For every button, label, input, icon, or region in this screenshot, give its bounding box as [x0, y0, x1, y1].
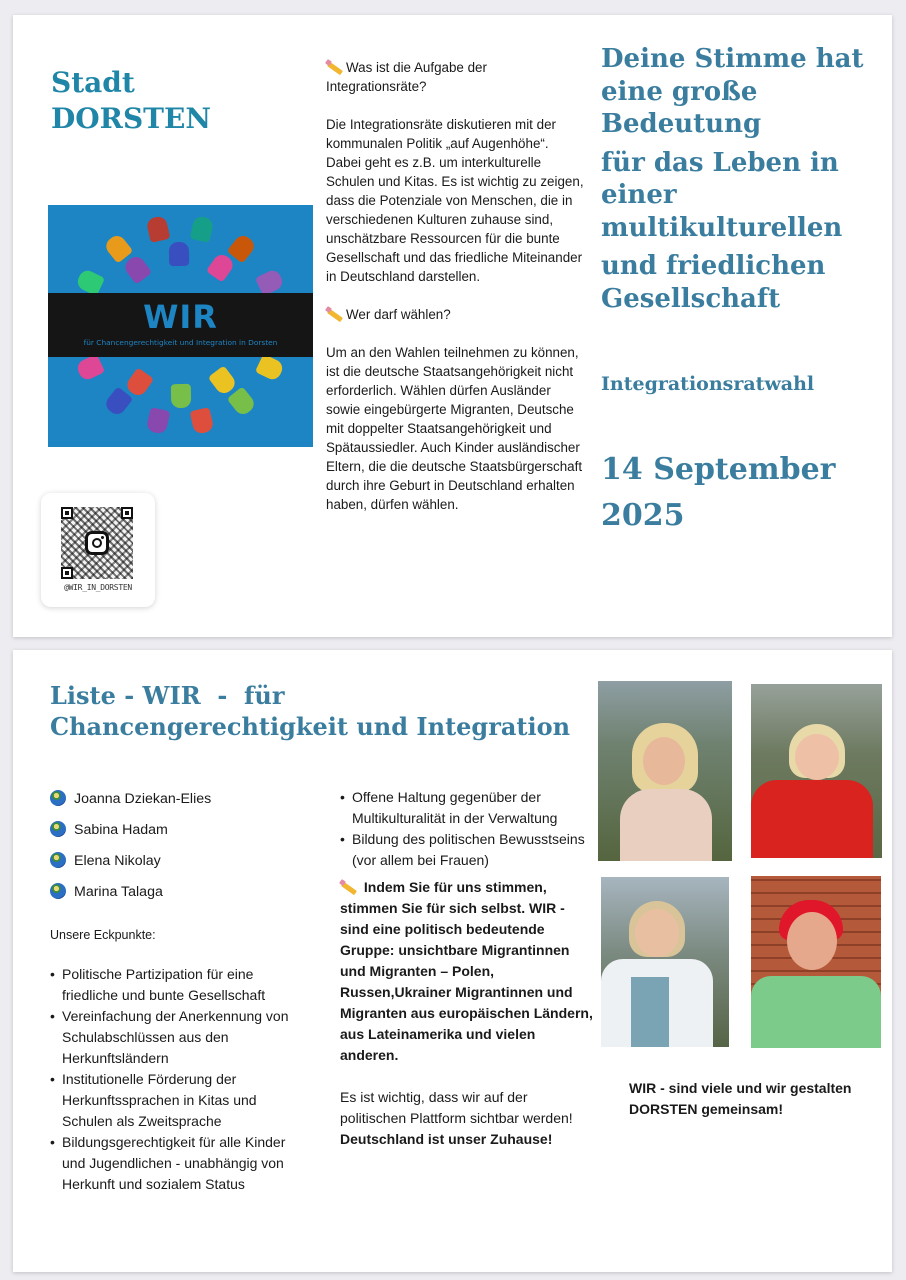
- question-waehlen: [326, 305, 584, 324]
- wir-logo-title: WIR: [143, 298, 218, 336]
- candidate-item: Marina Talaga: [50, 883, 211, 914]
- hand-icon: [171, 383, 191, 407]
- hand-icon: [145, 216, 170, 244]
- pencil-icon: [326, 60, 344, 74]
- point-item: • Offene Haltung gegenüber der Multikulturalität in der Verwaltung: [352, 787, 595, 829]
- flyer-page-back: [13, 650, 892, 1272]
- wir-logo-subtitle: für Chancengerechtigkeit und Integration in Dorsten: [83, 338, 278, 347]
- appeal-visibility: Es ist wichtig, dass wir auf der politischen Plattform sichtbar werden!: [340, 1089, 573, 1126]
- candidate-photo: [601, 877, 729, 1047]
- wir-logo: [48, 205, 313, 447]
- qr-corner-icon: [61, 507, 73, 519]
- headline-part3: und friedlichen Gesellschaft: [601, 251, 826, 314]
- instagram-qr-card[interactable]: [41, 493, 155, 607]
- candidate-item: Sabina Hadam: [50, 821, 211, 852]
- globe-icon: [50, 821, 66, 837]
- question-aufgabe-heading: Was ist die Aufgabe der Integrationsräte?: [326, 60, 487, 94]
- appeal-text: Indem Sie für uns stimmen, stimmen Sie für sich selbst. WIR - sind eine politisch bedeutende Gruppe: unsichtbare Migrantinnen und Migranten – Polen, Russen,Ukrainer Migrantinnen und Migranten aus europäischen Ländern, aus Lateinamerika und vielen anderen.: [340, 879, 593, 1063]
- list-title-line2: Chancengerechtigkeit und Integration: [50, 712, 571, 741]
- hand-icon: [227, 386, 258, 417]
- points-list-right: [340, 787, 595, 1150]
- globe-icon: [50, 852, 66, 868]
- city-title-line2: DORSTEN: [51, 102, 211, 135]
- qr-corner-icon: [61, 567, 73, 579]
- candidate-photo: [751, 876, 881, 1048]
- candidate-item: Elena Nikolay: [50, 852, 211, 883]
- question-waehlen-heading: Wer darf wählen?: [346, 307, 451, 322]
- hand-icon: [123, 367, 153, 398]
- point-item: • Vereinfachung der Anerkennung von Schulabschlüssen aus den Herkunftsländern: [62, 1006, 290, 1069]
- election-date: 14 September 2025: [601, 452, 836, 533]
- candidate-photo: [751, 684, 882, 858]
- candidate-photo: [598, 681, 732, 861]
- points-list-left: [50, 964, 290, 1195]
- slogan: WIR - sind viele und wir gestalten DORSTEN gemeinsam!: [629, 1080, 852, 1117]
- wir-logo-band: [48, 293, 313, 357]
- hand-icon: [169, 242, 189, 266]
- flyer-page-front: [13, 15, 892, 637]
- headline-part1: Deine Stimme hat eine große Bedeutung: [601, 44, 864, 139]
- globe-icon: [50, 883, 66, 899]
- point-item: • Bildung des politischen Bewusstseins (vor allem bei Frauen): [352, 829, 595, 871]
- pencil-icon: [326, 307, 344, 321]
- globe-icon: [50, 790, 66, 806]
- question-aufgabe: [326, 58, 584, 96]
- hand-icon: [227, 233, 258, 264]
- hand-icon: [206, 252, 236, 283]
- election-name: Integrationsratwahl: [601, 373, 815, 395]
- list-title-line1: Liste - WIR - für: [50, 681, 285, 710]
- city-title-line1: Stadt: [51, 66, 135, 99]
- point-item: • Institutionelle Förderung der Herkunftssprachen in Kitas und Schulen als Zweitsprache: [62, 1069, 290, 1132]
- list-title: [50, 680, 610, 742]
- point-item: • Bildungsgerechtigkeit für alle Kinder und Jugendlichen - unabhängig von Herkunft und sozialem Status: [62, 1132, 290, 1195]
- hand-icon: [102, 386, 133, 417]
- headline-part2: für das Leben in einer multikulturellen: [601, 147, 843, 243]
- qr-corner-icon: [121, 507, 133, 519]
- instagram-handle: @WIR_IN_DORSTEN: [64, 583, 132, 592]
- answer-waehlen: Um an den Wahlen teilnehmen zu können, ist die deutsche Staatsangehörigkeit nicht erforderlich. Wählen dürfen Ausländer sowie eingebürgerte Migranten, Deutsche mit doppelter Staatsangehörigkeit und Spätaussiedler. Auch Kinder ausländischer Eltern, die die deutsche Staatsbürgerschaft durch ihre Geburt in Deutschland erhalten haben, dürfen wählen.: [326, 345, 583, 512]
- candidate-item: Joanna Dziekan-Elies: [50, 790, 211, 821]
- instagram-icon: [85, 531, 109, 555]
- info-column: [326, 58, 584, 514]
- candidate-list: [50, 790, 211, 914]
- hand-icon: [255, 353, 285, 381]
- hand-icon: [75, 353, 105, 381]
- points-label: Unsere Eckpunkte:: [50, 928, 156, 942]
- qr-code[interactable]: [61, 507, 133, 579]
- hand-icon: [122, 253, 152, 284]
- hand-icon: [145, 407, 170, 435]
- headline: [601, 43, 886, 315]
- hand-icon: [190, 216, 215, 244]
- pencil-icon: [340, 880, 358, 894]
- point-item: • Politische Partizipation für eine friedliche und bunte Gesellschaft: [62, 964, 290, 1006]
- hand-icon: [190, 407, 215, 435]
- appeal-closing: Deutschland ist unser Zuhause!: [340, 1131, 553, 1147]
- answer-aufgabe: Die Integrationsräte diskutieren mit der kommunalen Politik „auf Augenhöhe“. Dabei geht es z.B. um interkulturelle Schulen und Kitas. Es ist wichtig zu zeigen, dass die Potenziale von Menschen, die in verschiedenen Kulturen zuhause sind, unschätzbare Ressourcen für die bunte Gesellschaft und das friedliche Miteinander in Deutschland darstellen.: [326, 117, 584, 284]
- city-title: [51, 65, 211, 137]
